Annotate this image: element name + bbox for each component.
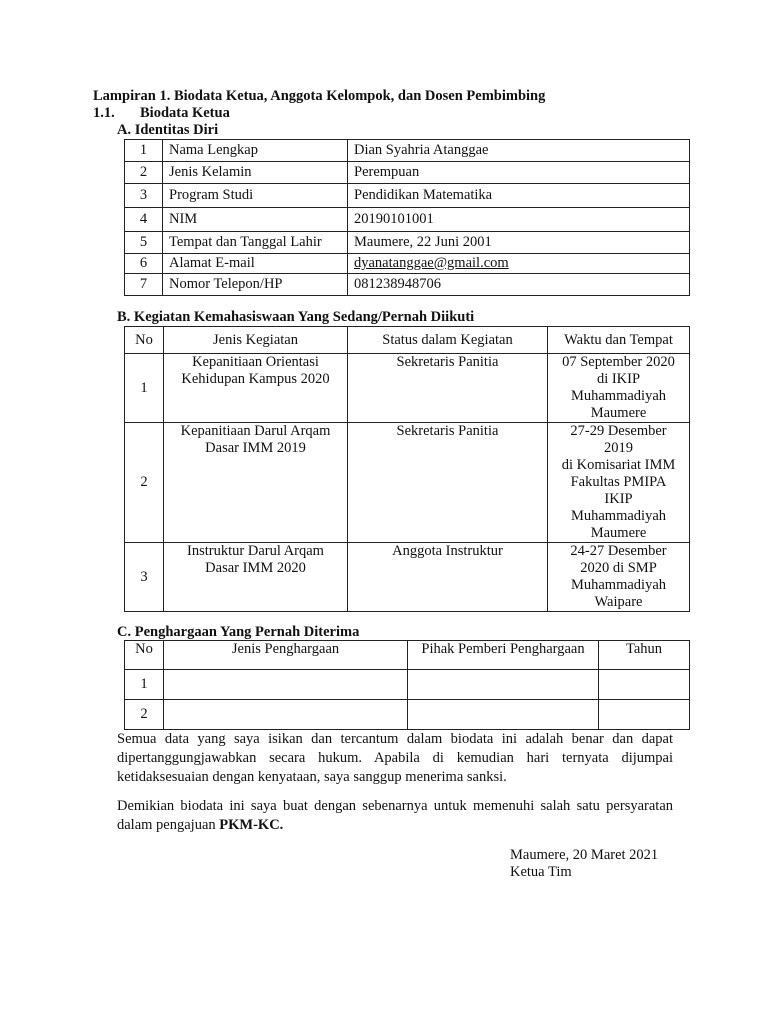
- email-link[interactable]: dyanatanggae@gmail.com: [354, 255, 509, 271]
- activities-section-title: B. Kegiatan Kemahasiswaan Yang Sedang/Pernah Diikuti: [117, 309, 475, 325]
- col-header-no: No: [125, 327, 164, 354]
- identity-no: 5: [125, 232, 163, 254]
- activity-no: 3: [125, 543, 164, 612]
- activity-waktu-line: di Komisariat IMM: [561, 457, 676, 473]
- signer-role: Ketua Tim: [510, 864, 572, 880]
- statement-paragraph-1: Semua data yang saya isikan dan tercantum dalam biodata ini adalah benar dan dapat dipertanggungjawabkan secara hukum. Apabila di kemudian hari ternyata dijumpai ketidaksesuaian dengan kenyataan, saya sanggup menerima sanksi.: [117, 731, 673, 785]
- identity-value-cell: [348, 254, 690, 274]
- table-row: [125, 184, 690, 208]
- activity-waktu: [548, 354, 690, 423]
- award-jenis: [164, 670, 408, 700]
- activity-kegiatan-line: Kehidupan Kampus 2020: [181, 371, 330, 387]
- table-row: [125, 232, 690, 254]
- table-row: [125, 274, 690, 296]
- place-date: Maumere, 20 Maret 2021: [510, 847, 659, 863]
- statement-2-text: Demikian biodata ini saya buat dengan sebenarnya untuk memenuhi salah satu persyaratan dalam pengajuan: [117, 798, 673, 833]
- activity-no: 2: [125, 423, 164, 543]
- col-header-jenis-penghargaan: Jenis Penghargaan: [164, 641, 408, 670]
- table-row: [125, 162, 690, 184]
- table-row: [125, 254, 690, 274]
- identity-no: 3: [125, 184, 163, 208]
- table-row: [125, 208, 690, 232]
- identity-label: Jenis Kelamin: [163, 162, 348, 184]
- identity-label: Tempat dan Tanggal Lahir: [163, 232, 348, 254]
- activity-waktu-line: Muhammadiyah: [570, 388, 667, 404]
- identity-value: Dian Syahria Atanggae: [348, 140, 690, 162]
- activity-kegiatan: [164, 423, 348, 543]
- activity-waktu-line: Maumere: [590, 525, 647, 541]
- activity-waktu-line: 27-29 Desember: [570, 423, 667, 439]
- identity-label: Program Studi: [163, 184, 348, 208]
- identity-value: Pendidikan Matematika: [348, 184, 690, 208]
- award-jenis: [164, 700, 408, 730]
- section-title: Biodata Ketua: [140, 105, 230, 121]
- col-header-pihak-pemberi: Pihak Pemberi Penghargaan: [408, 641, 599, 670]
- activity-status: Sekretaris Panitia: [348, 423, 548, 543]
- activity-waktu-line: Maumere: [590, 405, 647, 421]
- identity-no: 4: [125, 208, 163, 232]
- table-row: [125, 354, 690, 423]
- identity-label: Alamat E-mail: [163, 254, 348, 274]
- activity-status: Anggota Instruktur: [348, 543, 548, 612]
- statement-2-program: PKM-KC.: [219, 817, 284, 833]
- activity-kegiatan-line: Kepanitiaan Orientasi: [192, 354, 319, 370]
- activity-waktu-line: 07 September 2020: [562, 354, 675, 370]
- identity-value: Perempuan: [348, 162, 690, 184]
- table-row: [125, 140, 690, 162]
- table-row: [125, 700, 690, 730]
- identity-value: 20190101001: [348, 208, 690, 232]
- activity-no: 1: [125, 354, 164, 423]
- activity-kegiatan-line: Instruktur Darul Arqam: [187, 543, 324, 559]
- identity-no: 2: [125, 162, 163, 184]
- award-no: 1: [125, 670, 164, 700]
- activity-waktu-line: di IKIP: [596, 371, 641, 387]
- col-header-status: Status dalam Kegiatan: [348, 327, 548, 354]
- award-pemberi: [408, 670, 599, 700]
- award-tahun: [599, 700, 690, 730]
- identity-no: 7: [125, 274, 163, 296]
- identity-label: Nama Lengkap: [163, 140, 348, 162]
- activity-waktu-line: Muhammadiyah: [570, 508, 667, 524]
- table-row: [125, 670, 690, 700]
- section-number: 1.1.: [93, 105, 115, 121]
- award-tahun: [599, 670, 690, 700]
- activity-waktu-line: 2020 di SMP: [580, 560, 657, 576]
- identity-no: 6: [125, 254, 163, 274]
- activity-waktu: [548, 423, 690, 543]
- activity-kegiatan-line: Kepanitiaan Darul Arqam: [180, 423, 331, 439]
- col-header-jenis-kegiatan: Jenis Kegiatan: [164, 327, 348, 354]
- awards-table: [124, 640, 690, 730]
- activity-kegiatan: [164, 354, 348, 423]
- identity-section-title: A. Identitas Diri: [117, 122, 219, 138]
- col-header-waktu: Waktu dan Tempat: [548, 327, 690, 354]
- table-header-row: [125, 327, 690, 354]
- activity-waktu-line: 24-27 Desember: [570, 543, 667, 559]
- activity-kegiatan-line: Dasar IMM 2020: [205, 560, 306, 576]
- col-header-no: No: [125, 641, 164, 670]
- activity-waktu-line: Waipare: [594, 594, 643, 610]
- identity-table: [124, 139, 690, 296]
- award-pemberi: [408, 700, 599, 730]
- table-row: [125, 423, 690, 543]
- statement-paragraph-2: [117, 797, 673, 835]
- identity-value: 081238948706: [348, 274, 690, 296]
- activities-table: [124, 326, 690, 612]
- identity-no: 1: [125, 140, 163, 162]
- identity-label: NIM: [163, 208, 348, 232]
- document-heading: Lampiran 1. Biodata Ketua, Anggota Kelompok, dan Dosen Pembimbing: [93, 88, 546, 104]
- table-row: [125, 543, 690, 612]
- activity-kegiatan: [164, 543, 348, 612]
- awards-section-title: C. Penghargaan Yang Pernah Diterima: [117, 624, 360, 640]
- table-header-row: [125, 641, 690, 670]
- identity-label: Nomor Telepon/HP: [163, 274, 348, 296]
- identity-value: Maumere, 22 Juni 2001: [348, 232, 690, 254]
- activity-kegiatan-line: Dasar IMM 2019: [205, 440, 306, 456]
- activity-waktu-line: Muhammadiyah: [570, 577, 667, 593]
- activity-waktu-line: Fakultas PMIPA: [570, 474, 667, 490]
- col-header-tahun: Tahun: [599, 641, 690, 670]
- activity-waktu: [548, 543, 690, 612]
- activity-waktu-line: IKIP: [604, 491, 633, 507]
- activity-waktu-line: 2019: [604, 440, 633, 456]
- activity-status: Sekretaris Panitia: [348, 354, 548, 423]
- award-no: 2: [125, 700, 164, 730]
